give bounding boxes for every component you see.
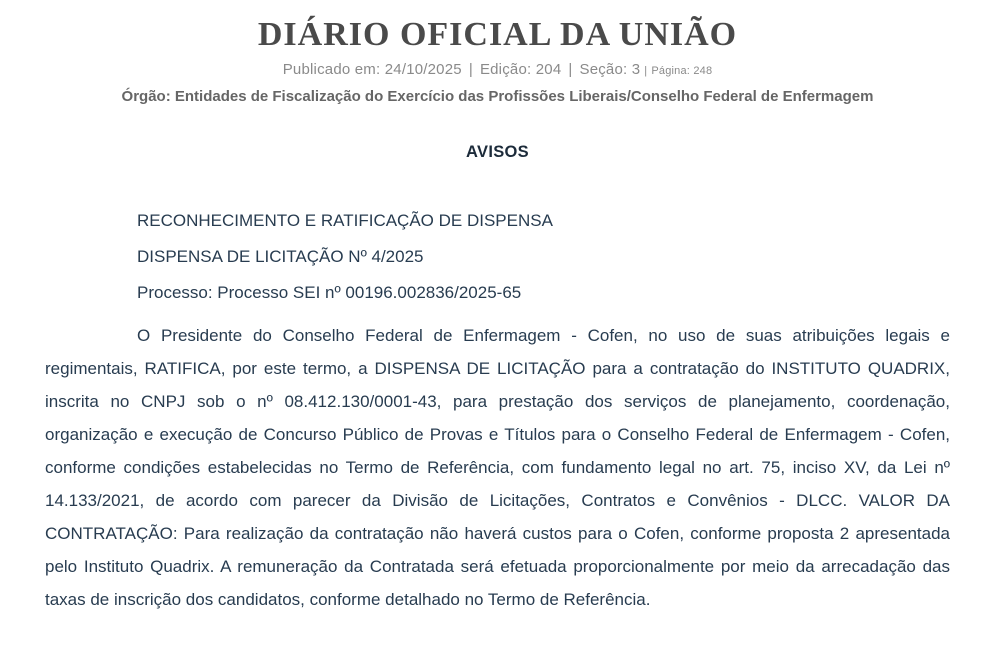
meta-separator: |	[568, 61, 573, 78]
notice-article	[45, 204, 950, 616]
page-title: DIÁRIO OFICIAL DA UNIÃO	[257, 16, 738, 53]
meta-separator: |	[644, 65, 648, 77]
masthead	[45, 16, 950, 105]
published-date: Publicado em: 24/10/2025	[282, 61, 462, 78]
section-heading: AVISOS	[466, 143, 529, 161]
organ-line: Órgão: Entidades de Fiscalização do Exercício das Profissões Liberais/Conselho Federal de Enfermagem	[121, 88, 874, 105]
notice-body: O Presidente do Conselho Federal de Enfermagem - Cofen, no uso de suas atribuições legais e regimentais, RATIFICA, por este termo, a DISPENSA DE LICITAÇÃO para a contratação do INSTITUTO QUADRIX, inscrita no CNPJ sob o nº 08.412.130/0001-43, para prestação dos serviços de planejamento, coordenação, organização e execução de Concurso Público de Provas e Títulos para o Conselho Federal de Enfermagem - Cofen, conforme condições estabelecidas no Termo de Referência, com fundamento legal no art. 75, inciso XV, da Lei nº 14.133/2021, de acordo com parecer da Divisão de Licitações, Contratos e Convênios - DLCC. VALOR DA CONTRATAÇÃO: Para realização da contratação não haverá custos para o Cofen, conforme proposta 2 apresentada pelo Instituto Quadrix. A remuneração da Contratada será efetuada proporcionalmente por meio da arrecadação das taxas de inscrição dos candidatos, conforme detalhado no Termo de Referência.	[45, 326, 950, 609]
meta-separator: |	[468, 61, 473, 78]
publication-meta	[45, 61, 950, 78]
notice-subtitle-line: DISPENSA DE LICITAÇÃO Nº 4/2025	[137, 247, 424, 266]
page-number: Página: 248	[651, 65, 713, 77]
notice-title-line: RECONHECIMENTO E RATIFICAÇÃO DE DISPENSA	[137, 211, 553, 230]
notice-process-line: Processo: Processo SEI nº 00196.002836/2025-65	[137, 283, 522, 302]
edition-number: Edição: 204	[479, 61, 562, 78]
section-number: Seção: 3	[579, 61, 641, 78]
